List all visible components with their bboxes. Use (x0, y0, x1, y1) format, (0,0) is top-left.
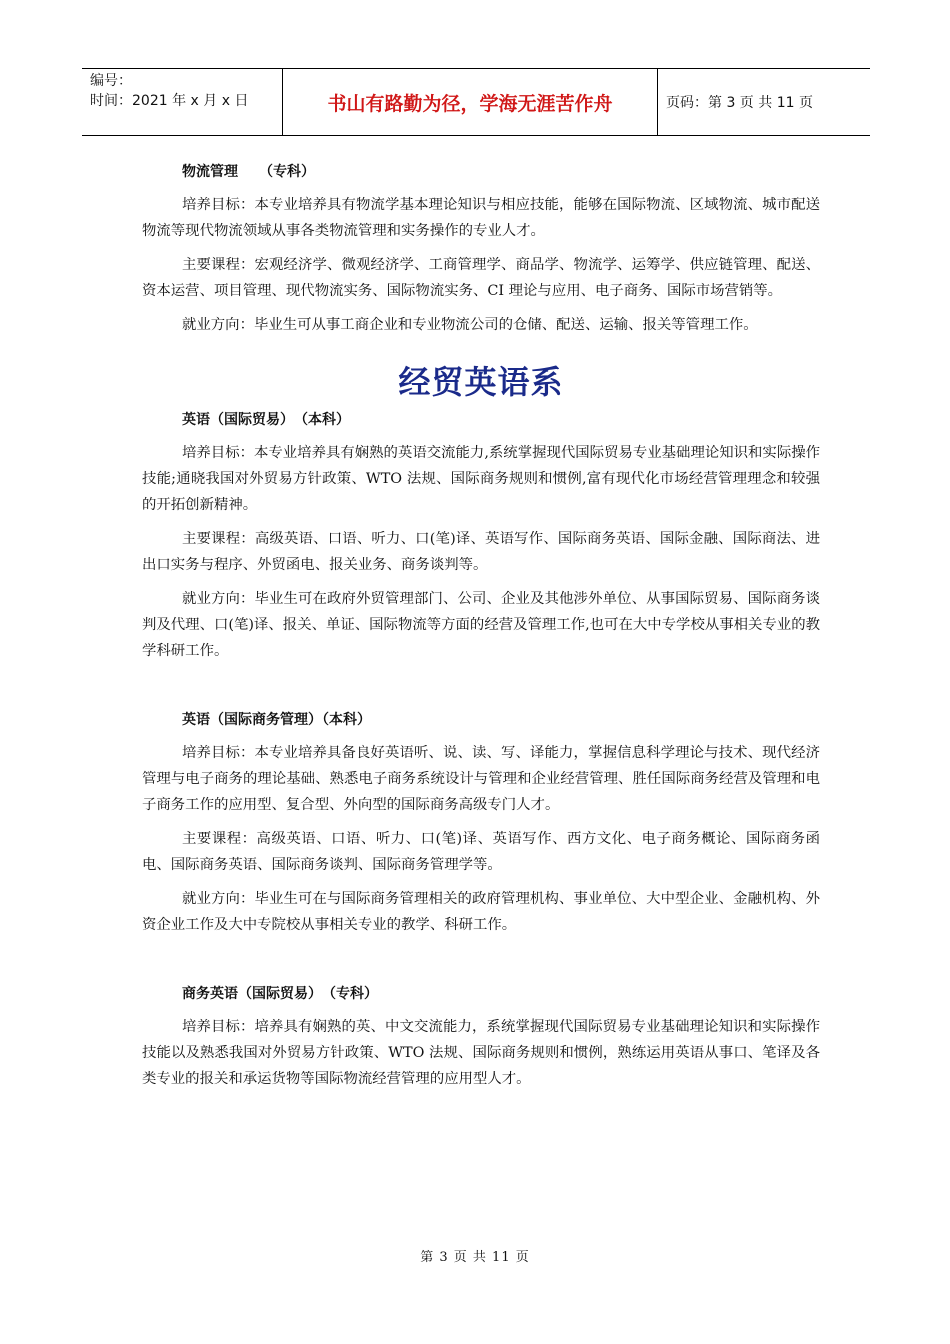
paragraph-employment: 就业方向：毕业生可从事工商企业和专业物流公司的仓储、配送、运输、报关等管理工作。 (182, 317, 758, 333)
paragraph-goal: 培养目标：培养具有娴熟的英、中文交流能力，系统掌握现代国际贸易专业基础理论知识和实际操作技能以及熟悉我国对外贸易方针政策、WTO 法规、国际商务规则和惯例，熟练运用英语从事口、笔译及各类专业的报关和承运货物等国际物流经营管理的应用型人才。 (142, 1019, 820, 1087)
paragraph-courses: 主要课程：高级英语、口语、听力、口(笔)译、英语写作、西方文化、电子商务概论、国际商务函电、国际商务英语、国际商务谈判、国际商务管理学等。 (142, 831, 820, 873)
department-heading: 经贸英语系 (398, 363, 564, 401)
header-motto: 书山有路勤为径，学海无涯苦作舟 (282, 69, 658, 135)
document-time-label: 时间：2021 年 x 月 x 日 (90, 93, 249, 109)
section-title: 英语（国际贸易） （本科） (182, 412, 350, 428)
section-title: 商务英语（国际贸易） （专科） (182, 986, 378, 1002)
paragraph-courses: 主要课程：高级英语、口语、听力、口(笔)译、英语写作、国际商务英语、国际金融、国际商法、进出口实务与程序、外贸函电、报关业务、商务谈判等。 (142, 531, 820, 573)
page-header (82, 68, 870, 136)
paragraph-employment: 就业方向：毕业生可在政府外贸管理部门、公司、企业及其他涉外单位、从事国际贸易、国际商务谈判及代理、口(笔)译、报关、单证、国际物流等方面的经营及管理工作,也可在大中专学校从事相关专业的教学科研工作。 (142, 591, 820, 659)
paragraph-goal: 培养目标：本专业培养具备良好英语听、说、读、写、译能力，掌握信息科学理论与技术、现代经济管理与电子商务的理论基础、熟悉电子商务系统设计与管理和企业经营管理、胜任国际商务经营及管理和电子商务工作的应用型、复合型、外向型的国际商务高级专门人才。 (142, 745, 820, 813)
header-left-cell (82, 69, 282, 135)
paragraph-goal: 培养目标：本专业培养具有娴熟的英语交流能力,系统掌握现代国际贸易专业基础理论知识和实际操作技能;通晓我国对外贸易方针政策、WTO 法规、国际商务规则和惯例,富有现代化市场经营管理理念和较强的开拓创新精神。 (142, 445, 820, 513)
section-english-business-management (142, 708, 820, 938)
document-number-label: 编号： (90, 73, 132, 89)
section-business-english-trade (142, 982, 820, 1092)
section-title: 英语（国际商务管理）（本科） (182, 712, 371, 728)
section-title: 物流管理 （专科） (182, 164, 315, 180)
header-page-label: 页码：第 3 页 共 11 页 (666, 95, 813, 111)
paragraph-employment: 就业方向：毕业生可在与国际商务管理相关的政府管理机构、事业单位、大中型企业、金融机构、外资企业工作及大中专院校从事相关专业的教学、科研工作。 (142, 891, 820, 933)
paragraph-courses: 主要课程：宏观经济学、微观经济学、工商管理学、商品学、物流学、运筹学、供应链管理、配送、资本运营、项目管理、现代物流实务、国际物流实务、CI 理论与应用、电子商务、国际市场营销等。 (142, 257, 820, 299)
page-footer: 第 3 页 共 11 页 (420, 1250, 530, 1265)
paragraph-goal: 培养目标：本专业培养具有物流学基本理论知识与相应技能，能够在国际物流、区域物流、城市配送物流等现代物流领域从事各类物流管理和实务操作的专业人才。 (142, 197, 820, 239)
section-logistics (142, 160, 820, 338)
document-body (142, 160, 820, 1092)
section-english-trade (142, 408, 820, 664)
